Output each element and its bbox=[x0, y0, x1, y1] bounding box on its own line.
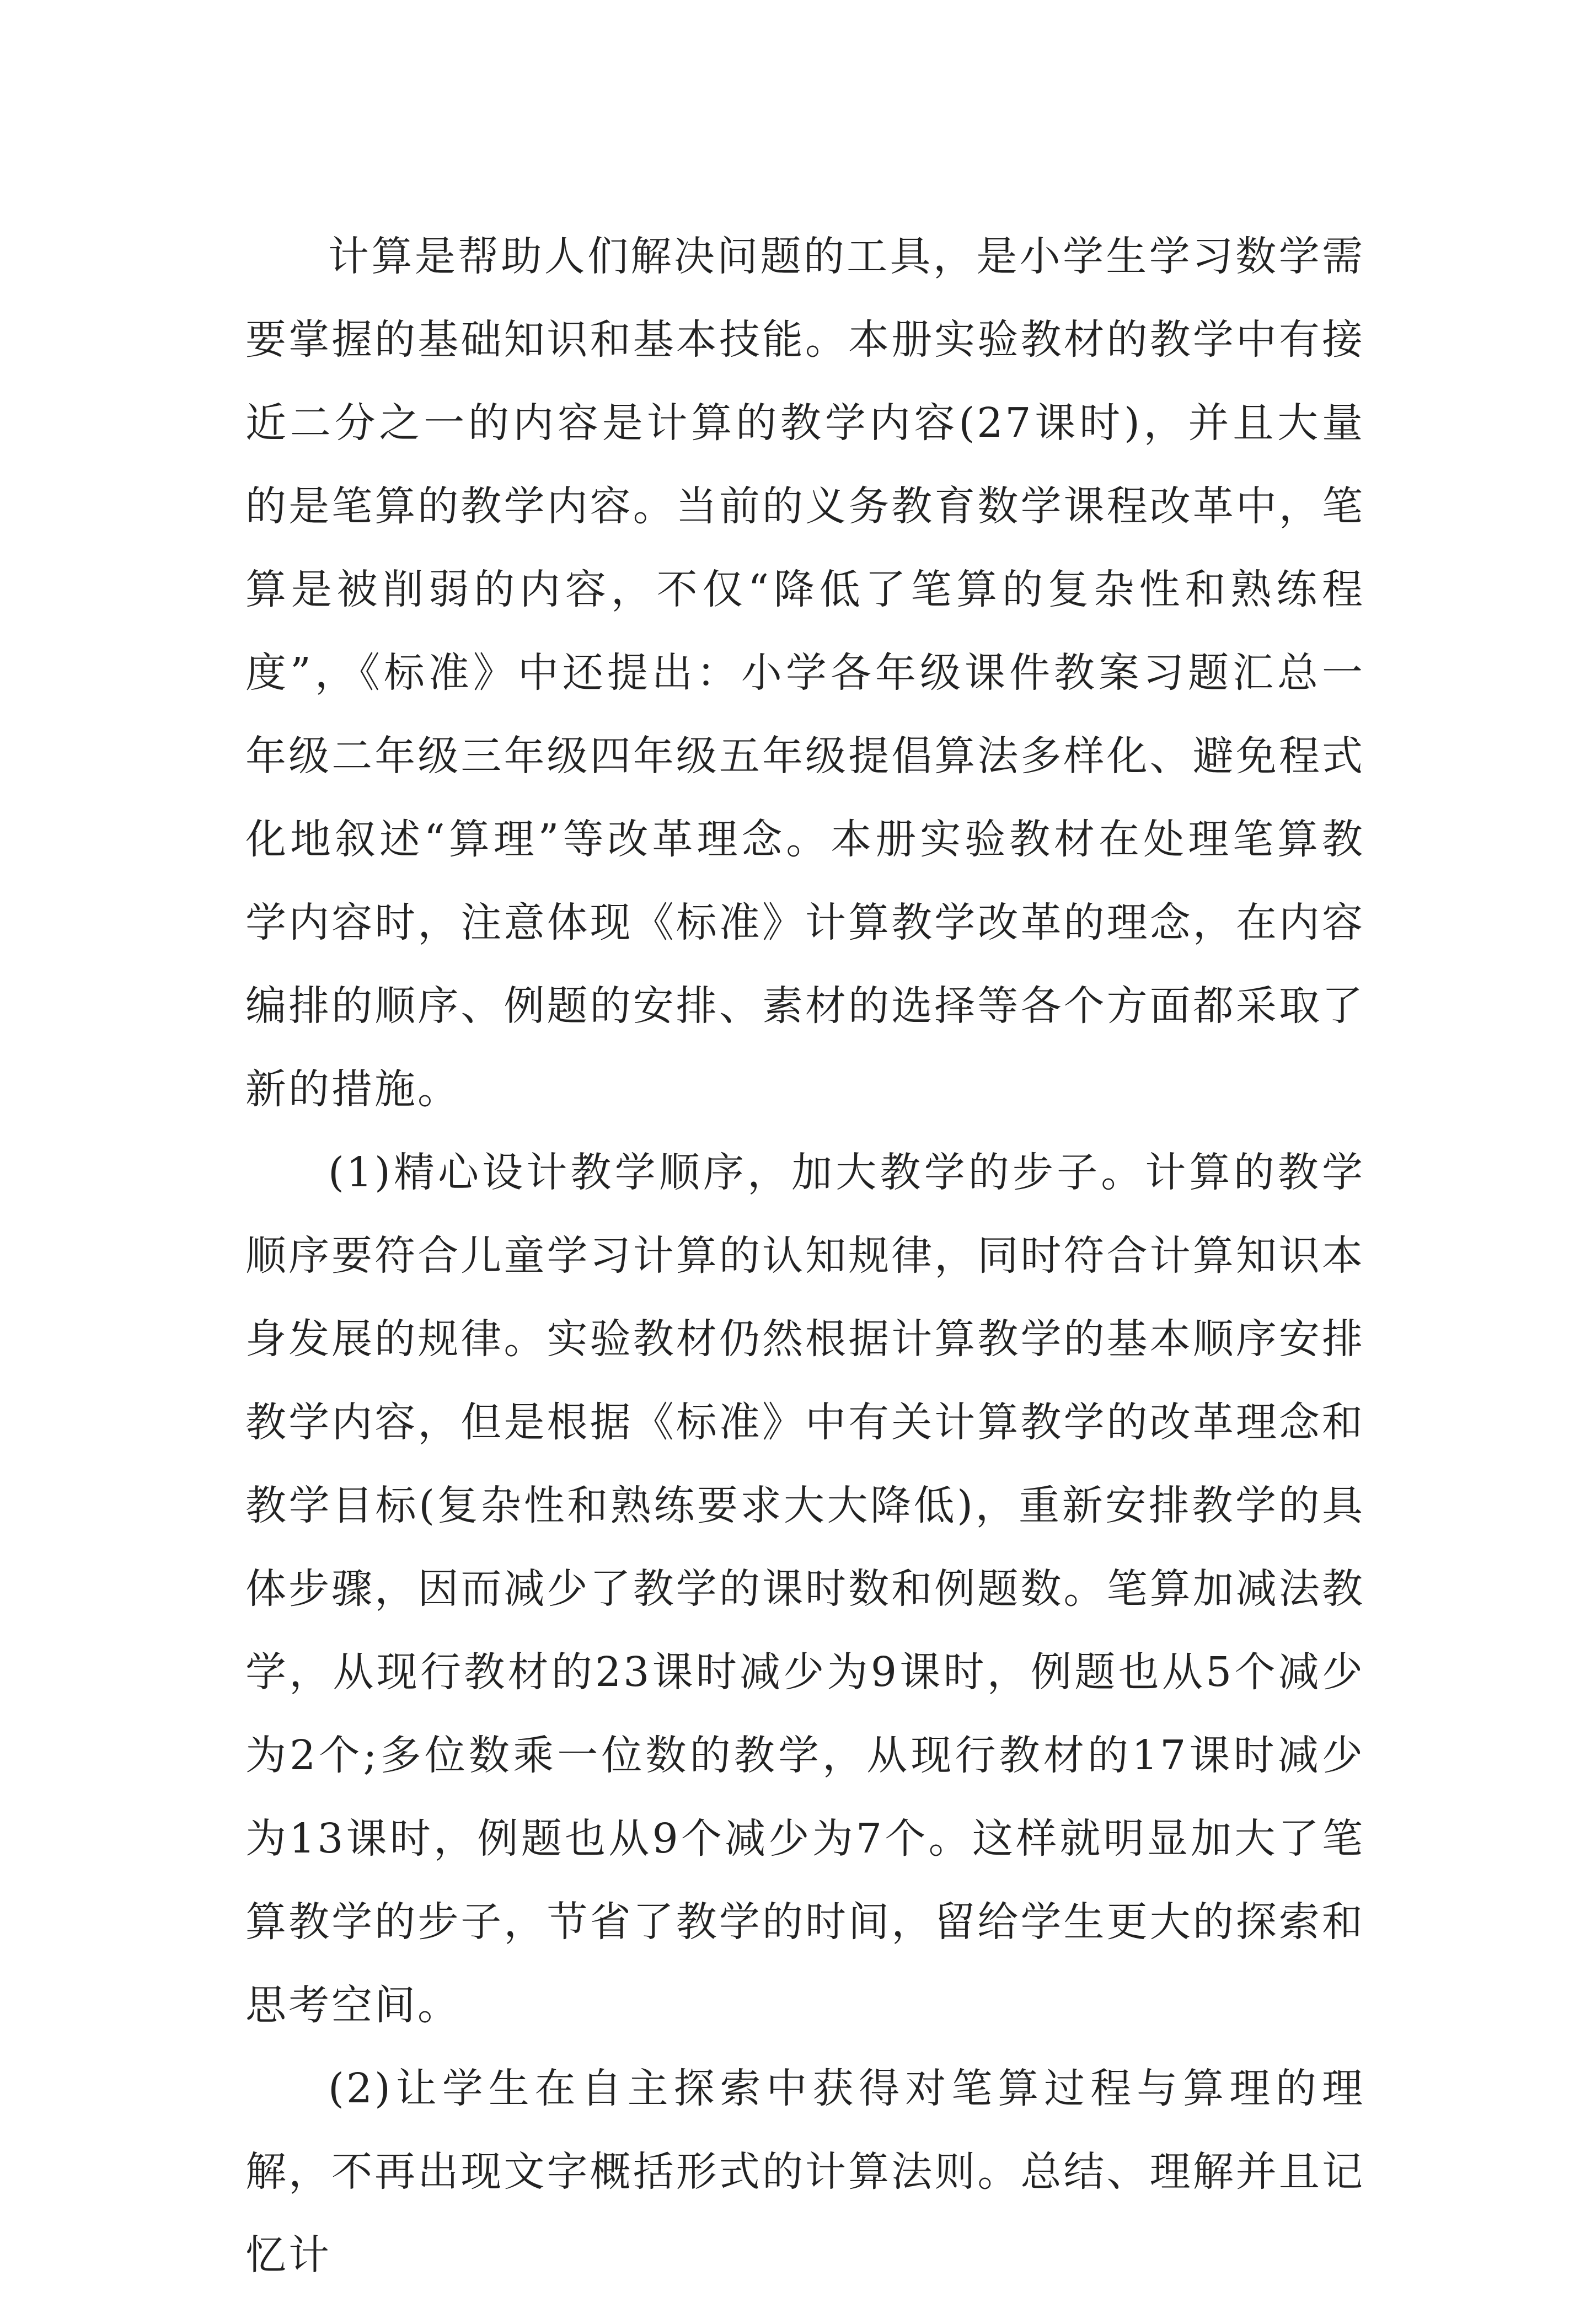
paragraph-point-2: (2)让学生在自主探索中获得对笔算过程与算理的理解，不再出现文字概括形式的计算法则。总结、理解并且记忆计 bbox=[245, 2065, 1365, 2279]
paragraph-intro: 计算是帮助人们解决问题的工具，是小学生学习数学需要掌握的基础知识和基本技能。本册实验教材的教学中有接近二分之一的内容是计算的教学内容(27课时)，并且大量的是笔算的教学内容。当前的义务教育数学课程改革中，笔算是被削弱的内容，不仅“降低了笔算的复杂性和熟练程度”，《标准》中还提出：小学各年级课件教案习题汇总一年级二年级三年级四年级五年级提倡算法多样化、避免程式化地叙述“算理”等改革理念。本册实验教材在处理笔算教学内容时，注意体现《标准》计算教学改革的理念，在内容编排的顺序、例题的安排、素材的选择等各个方面都采取了新的措施。 bbox=[245, 233, 1365, 1113]
paragraph-point-1: (1)精心设计教学顺序，加大教学的步子。计算的教学顺序要符合儿童学习计算的认知规律，同时符合计算知识本身发展的规律。实验教材仍然根据计算教学的基本顺序安排教学内容，但是根据《标准》中有关计算教学的改革理念和教学目标(复杂性和熟练要求大大降低)，重新安排教学的具体步骤，因而减少了教学的课时数和例题数。笔算加减法教学，从现行教材的23课时减少为9课时，例题也从5个减少为2个;多位数乘一位数的教学，从现行教材的17课时减少为13课时，例题也从9个减少为7个。这样就明显加大了笔算教学的步子，节省了教学的时间，留给学生更大的探索和思考空间。 bbox=[245, 1149, 1365, 2029]
body-text bbox=[245, 215, 1365, 2297]
